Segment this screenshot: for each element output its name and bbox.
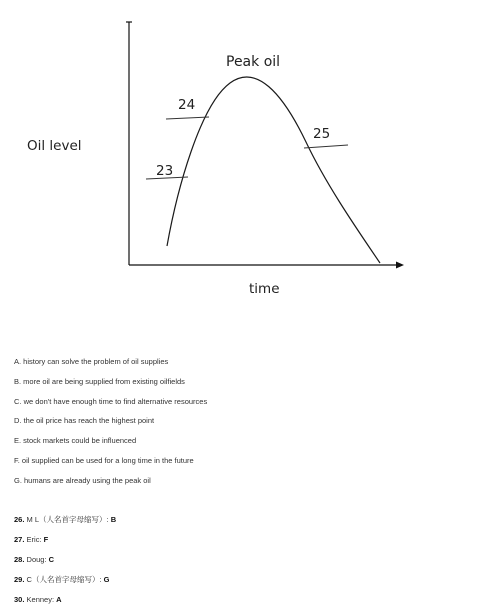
option-c: C. we don't have enough time to find alternative resources [14, 396, 208, 406]
answer-29 [14, 574, 474, 594]
option-d: D. the oil price has reach the highest point [14, 416, 155, 426]
diagram-title: Peak oil [226, 54, 281, 70]
answer-person: C（人名首字母缩写）: [26, 575, 104, 584]
answer-27 [14, 534, 474, 554]
answer-person: M L（人名首字母缩写）: [26, 515, 111, 524]
answer-letter: B [110, 515, 117, 524]
options-list [14, 356, 474, 495]
answer-number: 28. [14, 555, 25, 564]
answer-letter: F [43, 535, 49, 544]
marker-label-24: 24 [178, 97, 196, 113]
answer-number: 30. [14, 595, 25, 604]
answer-number: 29. [14, 575, 25, 584]
answer-number: 27. [14, 535, 25, 544]
peak-oil-curve [167, 77, 380, 263]
answer-person: Eric: [26, 535, 44, 544]
answer-person: Kenney: [26, 595, 57, 604]
x-axis-arrow-icon [396, 262, 404, 269]
option-b: B. more oil are being supplied from existing oilfields [14, 376, 185, 386]
marker-24-line [166, 117, 209, 119]
answer-28 [14, 554, 474, 574]
answer-letter: C [48, 555, 55, 564]
y-axis-label: Oil level [27, 138, 82, 154]
answer-letter: G [103, 575, 110, 584]
x-axis-label: time [249, 281, 280, 297]
answer-key [14, 514, 474, 614]
option-f: F. oil supplied can be used for a long time in the future [14, 455, 194, 465]
option-e: E. stock markets could be influenced [14, 436, 137, 446]
option-g: G. humans are already using the peak oil [14, 475, 151, 485]
answer-26 [14, 514, 474, 534]
answer-number: 26. [14, 515, 25, 524]
marker-25-line [304, 145, 348, 148]
answer-letter: A [56, 595, 62, 604]
answer-30 [14, 594, 474, 614]
answer-person: Doug: [26, 555, 49, 564]
marker-label-25: 25 [313, 126, 331, 142]
marker-label-23: 23 [156, 163, 174, 179]
option-a: A. history can solve the problem of oil supplies [14, 357, 169, 366]
